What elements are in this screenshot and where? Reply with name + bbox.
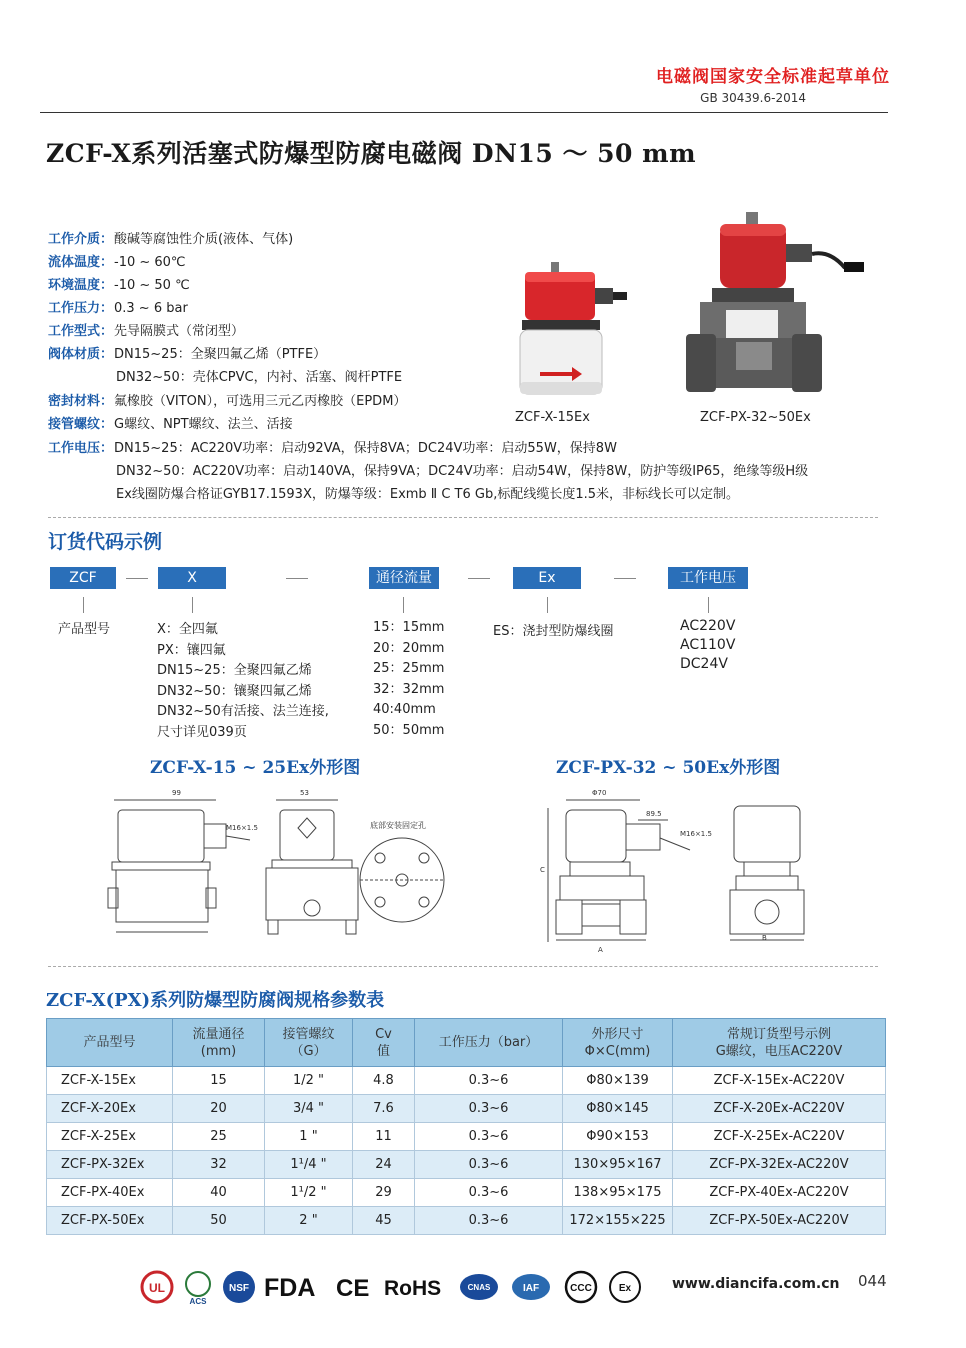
svg-text:M16×1.5: M16×1.5 bbox=[226, 824, 258, 832]
ul-logo bbox=[140, 1270, 174, 1304]
code-connector bbox=[547, 597, 548, 613]
order-col-voltage: AC220V AC110V DC24V bbox=[680, 618, 736, 672]
drawing-title-right: ZCF-PX-32 ~ 50Ex外形图 bbox=[556, 758, 781, 778]
col-header-thread: 接管螺纹 （G） bbox=[265, 1019, 353, 1067]
table-row: ZCF-PX-32Ex 32 1¹/4 " 24 0.3~6 130×95×167 ZCF-PX-32Ex-AC220V bbox=[47, 1151, 886, 1179]
spec-row bbox=[48, 323, 244, 340]
spec-value: 酸碱等腐蚀性介质(液体、气体) bbox=[114, 232, 294, 247]
col-header-cv: Cv 值 bbox=[353, 1019, 415, 1067]
outline-drawings bbox=[90, 780, 870, 955]
code-connector bbox=[403, 597, 404, 613]
spec-value: G螺纹、NPT螺纹、法兰、活接 bbox=[114, 417, 293, 432]
spec-value: -10 ~ 60℃ bbox=[114, 255, 186, 270]
svg-text:IAF: IAF bbox=[522, 1283, 540, 1294]
drawing-title-left: ZCF-X-15 ~ 25Ex外形图 bbox=[150, 758, 361, 778]
spec-label: 工作压力： bbox=[48, 301, 114, 316]
order-code-heading: 订货代码示例 bbox=[48, 531, 163, 553]
col-header-dimensions: 外形尺寸 Φ×C(mm) bbox=[563, 1019, 673, 1067]
table-heading: ZCF-X(PX)系列防爆型防腐阀规格参数表 bbox=[46, 990, 385, 1011]
spec-value: 先导隔膜式（常闭型） bbox=[114, 324, 245, 339]
drawing-right-side-view bbox=[540, 789, 712, 954]
nsf-logo bbox=[222, 1270, 256, 1304]
spec-row bbox=[48, 277, 190, 294]
svg-text:Ex: Ex bbox=[618, 1283, 632, 1294]
header-standard: GB 30439.6-2014 bbox=[700, 91, 806, 105]
order-col-model: 产品型号 bbox=[58, 622, 111, 637]
product-caption-small: ZCF-X-15Ex bbox=[515, 410, 590, 425]
svg-text:Φ70: Φ70 bbox=[592, 789, 607, 797]
svg-text:底部安装固定孔: 底部安装固定孔 bbox=[370, 821, 426, 830]
order-col-material: X：全四氟 PX：镶四氟 DN15~25：全聚四氟乙烯 DN32~50：镶聚四氟乙烯 DN32~50有活接、法兰连接, 尺寸详见039页 bbox=[157, 622, 329, 740]
col-header-order-example: 常规订货型号示例 G螺纹，电压AC220V bbox=[673, 1019, 886, 1067]
spec-row bbox=[48, 393, 406, 410]
svg-text:ACS: ACS bbox=[189, 1297, 207, 1306]
col-header-bore: 流量通径 (mm) bbox=[173, 1019, 265, 1067]
iaf-logo bbox=[510, 1270, 552, 1304]
spec-value: 0.3 ~ 6 bar bbox=[114, 301, 188, 316]
spec-label: 工作电压： bbox=[48, 441, 114, 456]
svg-text:CE: CE bbox=[336, 1275, 370, 1302]
spec-value: 氟橡胶（VITON），可选用三元乙丙橡胶（EPDM） bbox=[114, 394, 407, 409]
rohs-logo bbox=[382, 1270, 448, 1304]
table-row: ZCF-X-15Ex 15 1/2 " 4.8 0.3~6 Φ80×139 ZCF-X-15Ex-AC220V bbox=[47, 1067, 886, 1095]
spec-label: 环境温度： bbox=[48, 278, 114, 293]
code-separator bbox=[126, 578, 148, 579]
svg-text:89.5: 89.5 bbox=[646, 810, 662, 818]
table-row: ZCF-X-25Ex 25 1 " 11 0.3~6 Φ90×153 ZCF-X-25Ex-AC220V bbox=[47, 1123, 886, 1151]
svg-text:NSF: NSF bbox=[229, 1283, 249, 1294]
code-box-ex: Ex bbox=[513, 567, 581, 589]
drawing-right-front-view bbox=[730, 806, 804, 942]
svg-text:CNAS: CNAS bbox=[467, 1283, 491, 1292]
spec-value: -10 ~ 50 ℃ bbox=[114, 278, 190, 293]
table-row: ZCF-PX-40Ex 40 1¹/2 " 29 0.3~6 138×95×175 ZCF-PX-40Ex-AC220V bbox=[47, 1179, 886, 1207]
table-row: ZCF-PX-50Ex 50 2 " 45 0.3~6 172×155×225 ZCF-PX-50Ex-AC220V bbox=[47, 1207, 886, 1235]
svg-text:A: A bbox=[598, 946, 603, 954]
spec-continuation: DN32~50：AC220V功率：启动140VA，保持9VA；DC24V功率：启动54W，保持8W，防护等级IP65，绝缘等级H级 bbox=[116, 464, 809, 479]
fda-logo bbox=[262, 1270, 328, 1304]
ex-logo bbox=[608, 1270, 642, 1304]
svg-text:UL: UL bbox=[149, 1281, 165, 1295]
ce-logo bbox=[334, 1270, 374, 1304]
code-box-model: ZCF bbox=[50, 567, 116, 589]
section-divider bbox=[48, 966, 878, 967]
spec-row bbox=[48, 346, 326, 363]
code-separator bbox=[468, 578, 490, 579]
website-link[interactable]: www.diancifa.com.cn bbox=[672, 1276, 840, 1292]
svg-text:CCC: CCC bbox=[570, 1283, 592, 1294]
order-col-ex: ES：浇封型防爆线圈 bbox=[493, 624, 614, 639]
code-separator bbox=[614, 578, 636, 579]
spec-label: 工作型式： bbox=[48, 324, 114, 339]
code-box-flow: 通径流量 bbox=[369, 567, 439, 589]
drawing-side-view bbox=[108, 789, 258, 932]
ccc-logo bbox=[562, 1270, 600, 1304]
page-number: 044 bbox=[858, 1272, 887, 1290]
acs-logo bbox=[180, 1270, 216, 1306]
svg-text:RoHS: RoHS bbox=[384, 1277, 442, 1300]
code-connector bbox=[192, 597, 193, 613]
spec-label: 流体温度： bbox=[48, 255, 114, 270]
spec-label: 接管螺纹： bbox=[48, 417, 114, 432]
page-title: ZCF-X系列活塞式防爆型防腐电磁阀 DN15 ～ 50 mm bbox=[46, 139, 697, 168]
product-caption-large: ZCF-PX-32~50Ex bbox=[700, 410, 811, 425]
valve-large-image bbox=[686, 212, 864, 392]
spec-row bbox=[48, 416, 293, 433]
header-org: 电磁阀国家安全标准起草单位 bbox=[656, 67, 890, 87]
spec-label: 阀体材质： bbox=[48, 347, 114, 362]
table-header-row bbox=[47, 1019, 886, 1067]
svg-text:53: 53 bbox=[300, 789, 309, 797]
col-header-pressure: 工作压力（bar） bbox=[415, 1019, 563, 1067]
product-photos bbox=[500, 210, 870, 405]
drawing-bottom-mount bbox=[360, 820, 444, 922]
code-separator bbox=[286, 578, 308, 579]
code-connector bbox=[708, 597, 709, 613]
col-header-model: 产品型号 bbox=[47, 1019, 173, 1067]
spec-label: 密封材料： bbox=[48, 394, 114, 409]
spec-row bbox=[48, 254, 186, 271]
svg-text:99: 99 bbox=[172, 789, 181, 797]
table-row: ZCF-X-20Ex 20 3/4 " 7.6 0.3~6 Φ80×145 ZCF-X-20Ex-AC220V bbox=[47, 1095, 886, 1123]
spec-row bbox=[48, 231, 293, 248]
spec-continuation: DN32~50：壳体CPVC，内衬、活塞、阀杆PTFE bbox=[116, 370, 403, 385]
spec-value: DN15~25：全聚四氟乙烯（PTFE） bbox=[114, 347, 327, 362]
svg-text:B: B bbox=[762, 934, 767, 942]
drawing-front-view bbox=[266, 789, 358, 934]
code-box-material: X bbox=[158, 567, 226, 589]
section-divider bbox=[48, 517, 878, 518]
spec-continuation: Ex线圈防爆合格证GYB17.1593X，防爆等级：Exmb Ⅱ C T6 Gb,标配线缆长度1.5米，非标线长可以定制。 bbox=[116, 487, 740, 502]
cnas-logo bbox=[458, 1270, 500, 1304]
code-connector bbox=[83, 597, 84, 613]
valve-small-image bbox=[520, 262, 627, 394]
header-divider bbox=[40, 112, 888, 113]
spec-label: 工作介质： bbox=[48, 232, 114, 247]
spec-row bbox=[48, 300, 188, 317]
spec-row bbox=[48, 440, 617, 457]
svg-text:M16×1.5: M16×1.5 bbox=[680, 830, 712, 838]
order-col-flow: 15：15mm 20：20mm 25：25mm 32：32mm 40:40mm 50：50mm bbox=[373, 620, 445, 738]
spec-value: DN15~25：AC220V功率：启动92VA，保持8VA；DC24V功率：启动55W，保持8W bbox=[114, 441, 617, 456]
svg-text:FDA: FDA bbox=[264, 1274, 316, 1302]
spec-table bbox=[46, 1018, 886, 1235]
code-box-voltage: 工作电压 bbox=[668, 567, 748, 589]
svg-text:C: C bbox=[540, 866, 545, 874]
